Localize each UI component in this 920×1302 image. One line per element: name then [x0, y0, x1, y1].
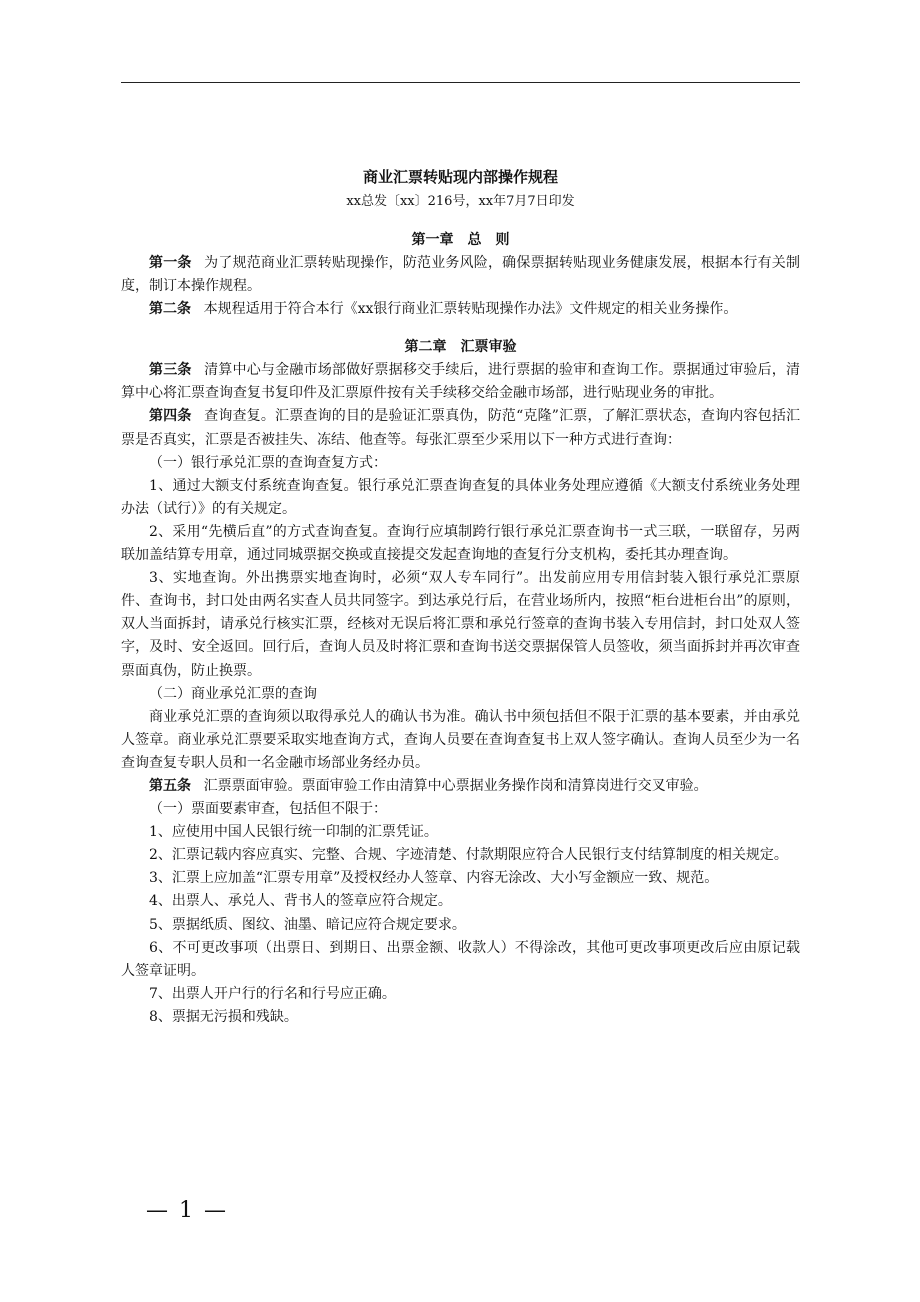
face-review-item-2: 2、汇票记载内容应真实、完整、合规、字迹清楚、付款期限应符合人民银行支付结算制度的相关规定。: [149, 847, 788, 864]
article-3-text: 清算中心与金融市场部做好票据移交手续后，进行票据的验审和查询工作。票据通过审验后，清算中心将汇票查询查复书复印件及汇票原件按有关手续移交给金融市场部，进行贴现业务的审批。: [121, 362, 801, 402]
article-1: [121, 252, 800, 298]
document-body: [121, 164, 800, 1029]
article-4-label: 第四条: [149, 408, 192, 425]
face-review-item-5: 5、票据纸质、图纹、油墨、暗记应符合规定要求。: [149, 916, 466, 933]
bank-acceptance-item-1: 1、通过大额支付系统查询查复。银行承兑汇票查询查复的具体业务处理应遵循《大额支付系统业务处理办法（试行）》的有关规定。: [121, 477, 800, 517]
header-rule: [121, 82, 800, 83]
article-5: [121, 775, 800, 798]
commercial-acceptance-text: 商业承兑汇票的查询须以取得承兑人的确认书为准。确认书中须包括但不限于汇票的基本要素，并由承兑人签章。商业承兑汇票要采取实地查询方式，查询人员要在查询查复书上双人签字确认。查询人员至少为一名查询查复专职人员和一名金融市场部业务经办员。: [121, 708, 800, 771]
bank-acceptance-item-2: 2、采用“先横后直”的方式查询查复。查询行应填制跨行银行承兑汇票查询书一式三联，一联留存，另两联加盖结算专用章，通过同城票据交换或直接提交发起查询地的查复行分支机构，委托其办理查询。: [121, 523, 800, 564]
document-title: 商业汇票转贴现内部操作规程: [362, 168, 558, 186]
article-5-label: 第五条: [149, 777, 191, 794]
face-review-item-1: 1、应使用中国人民银行统一印制的汇票凭证。: [149, 824, 438, 841]
commercial-acceptance-heading: （二）商业承兑汇票的查询: [149, 685, 317, 702]
article-2-text: 本规程适用于符合本行《xx银行商业汇票转贴现操作办法》文件规定的相关业务操作。: [203, 301, 738, 318]
page-number: — 1 —: [146, 1198, 228, 1223]
chapter-2-heading: 第二章 汇票审验: [404, 339, 517, 356]
face-review-item-3: 3、汇票上应加盖“汇票专用章”及授权经办人签章、内容无涂改、大小写金额应一致、规范。: [149, 870, 719, 887]
bank-acceptance-heading: （一）银行承兑汇票的查询查复方式：: [149, 454, 387, 471]
article-2-label: 第二条: [149, 301, 191, 318]
chapter-1-heading: 第一章 总 则: [411, 232, 510, 248]
face-review-heading: （一）票面要素审查，包括但不限于：: [149, 801, 387, 818]
article-3: [121, 359, 800, 405]
document-issue-info: xx总发〔xx〕216号，xx年7月7日印发: [346, 194, 575, 209]
face-review-item-7: 7、出票人开户行的行名和行号应正确。: [149, 985, 396, 1002]
article-1-label: 第一条: [149, 255, 192, 271]
article-3-label: 第三条: [149, 362, 192, 379]
face-review-item-8: 8、票据无污损和残缺。: [149, 1008, 298, 1025]
article-1-text: 为了规范商业汇票转贴现操作，防范业务风险，确保票据转贴现业务健康发展，根据本行有关制度，制订本操作规程。: [121, 255, 801, 295]
bank-acceptance-item-3: 3、实地查询。外出携票实地查询时，必须“双人专车同行”。出发前应用专用信封装入银行承兑汇票原件、查询书，封口处由两名实查人员共同签字。到达承兑行后，在营业场所内，按照“柜台进柜台出”的原则，双人当面拆封，请承兑行核实汇票，经核对无误后将汇票和承兑行签章的查询书装入专用信封，封口处双人签字，及时、安全返回。回行后，查询人员及时将汇票和查询书送交票据保管人员签收，须当面拆封并再次审查票面真伪，防止换票。: [121, 570, 800, 679]
face-review-item-4: 4、出票人、承兑人、背书人的签章应符合规定。: [149, 893, 452, 910]
article-4: [121, 405, 800, 451]
article-2: [121, 298, 800, 321]
article-5-text: 汇票票面审验。票面审验工作由清算中心票据业务操作岗和清算岗进行交叉审验。: [203, 777, 708, 794]
face-review-item-6: 6、不可更改事项（出票日、到期日、出票金额、收款人）不得涂改，其他可更改事项更改后应由原记载人签章证明。: [121, 939, 800, 979]
article-4-text: 查询查复。汇票查询的目的是验证汇票真伪，防范“克隆”汇票，了解汇票状态，查询内容包括汇票是否真实，汇票是否被挂失、冻结、他查等。每张汇票至少采用以下一种方式进行查询：: [121, 408, 801, 448]
